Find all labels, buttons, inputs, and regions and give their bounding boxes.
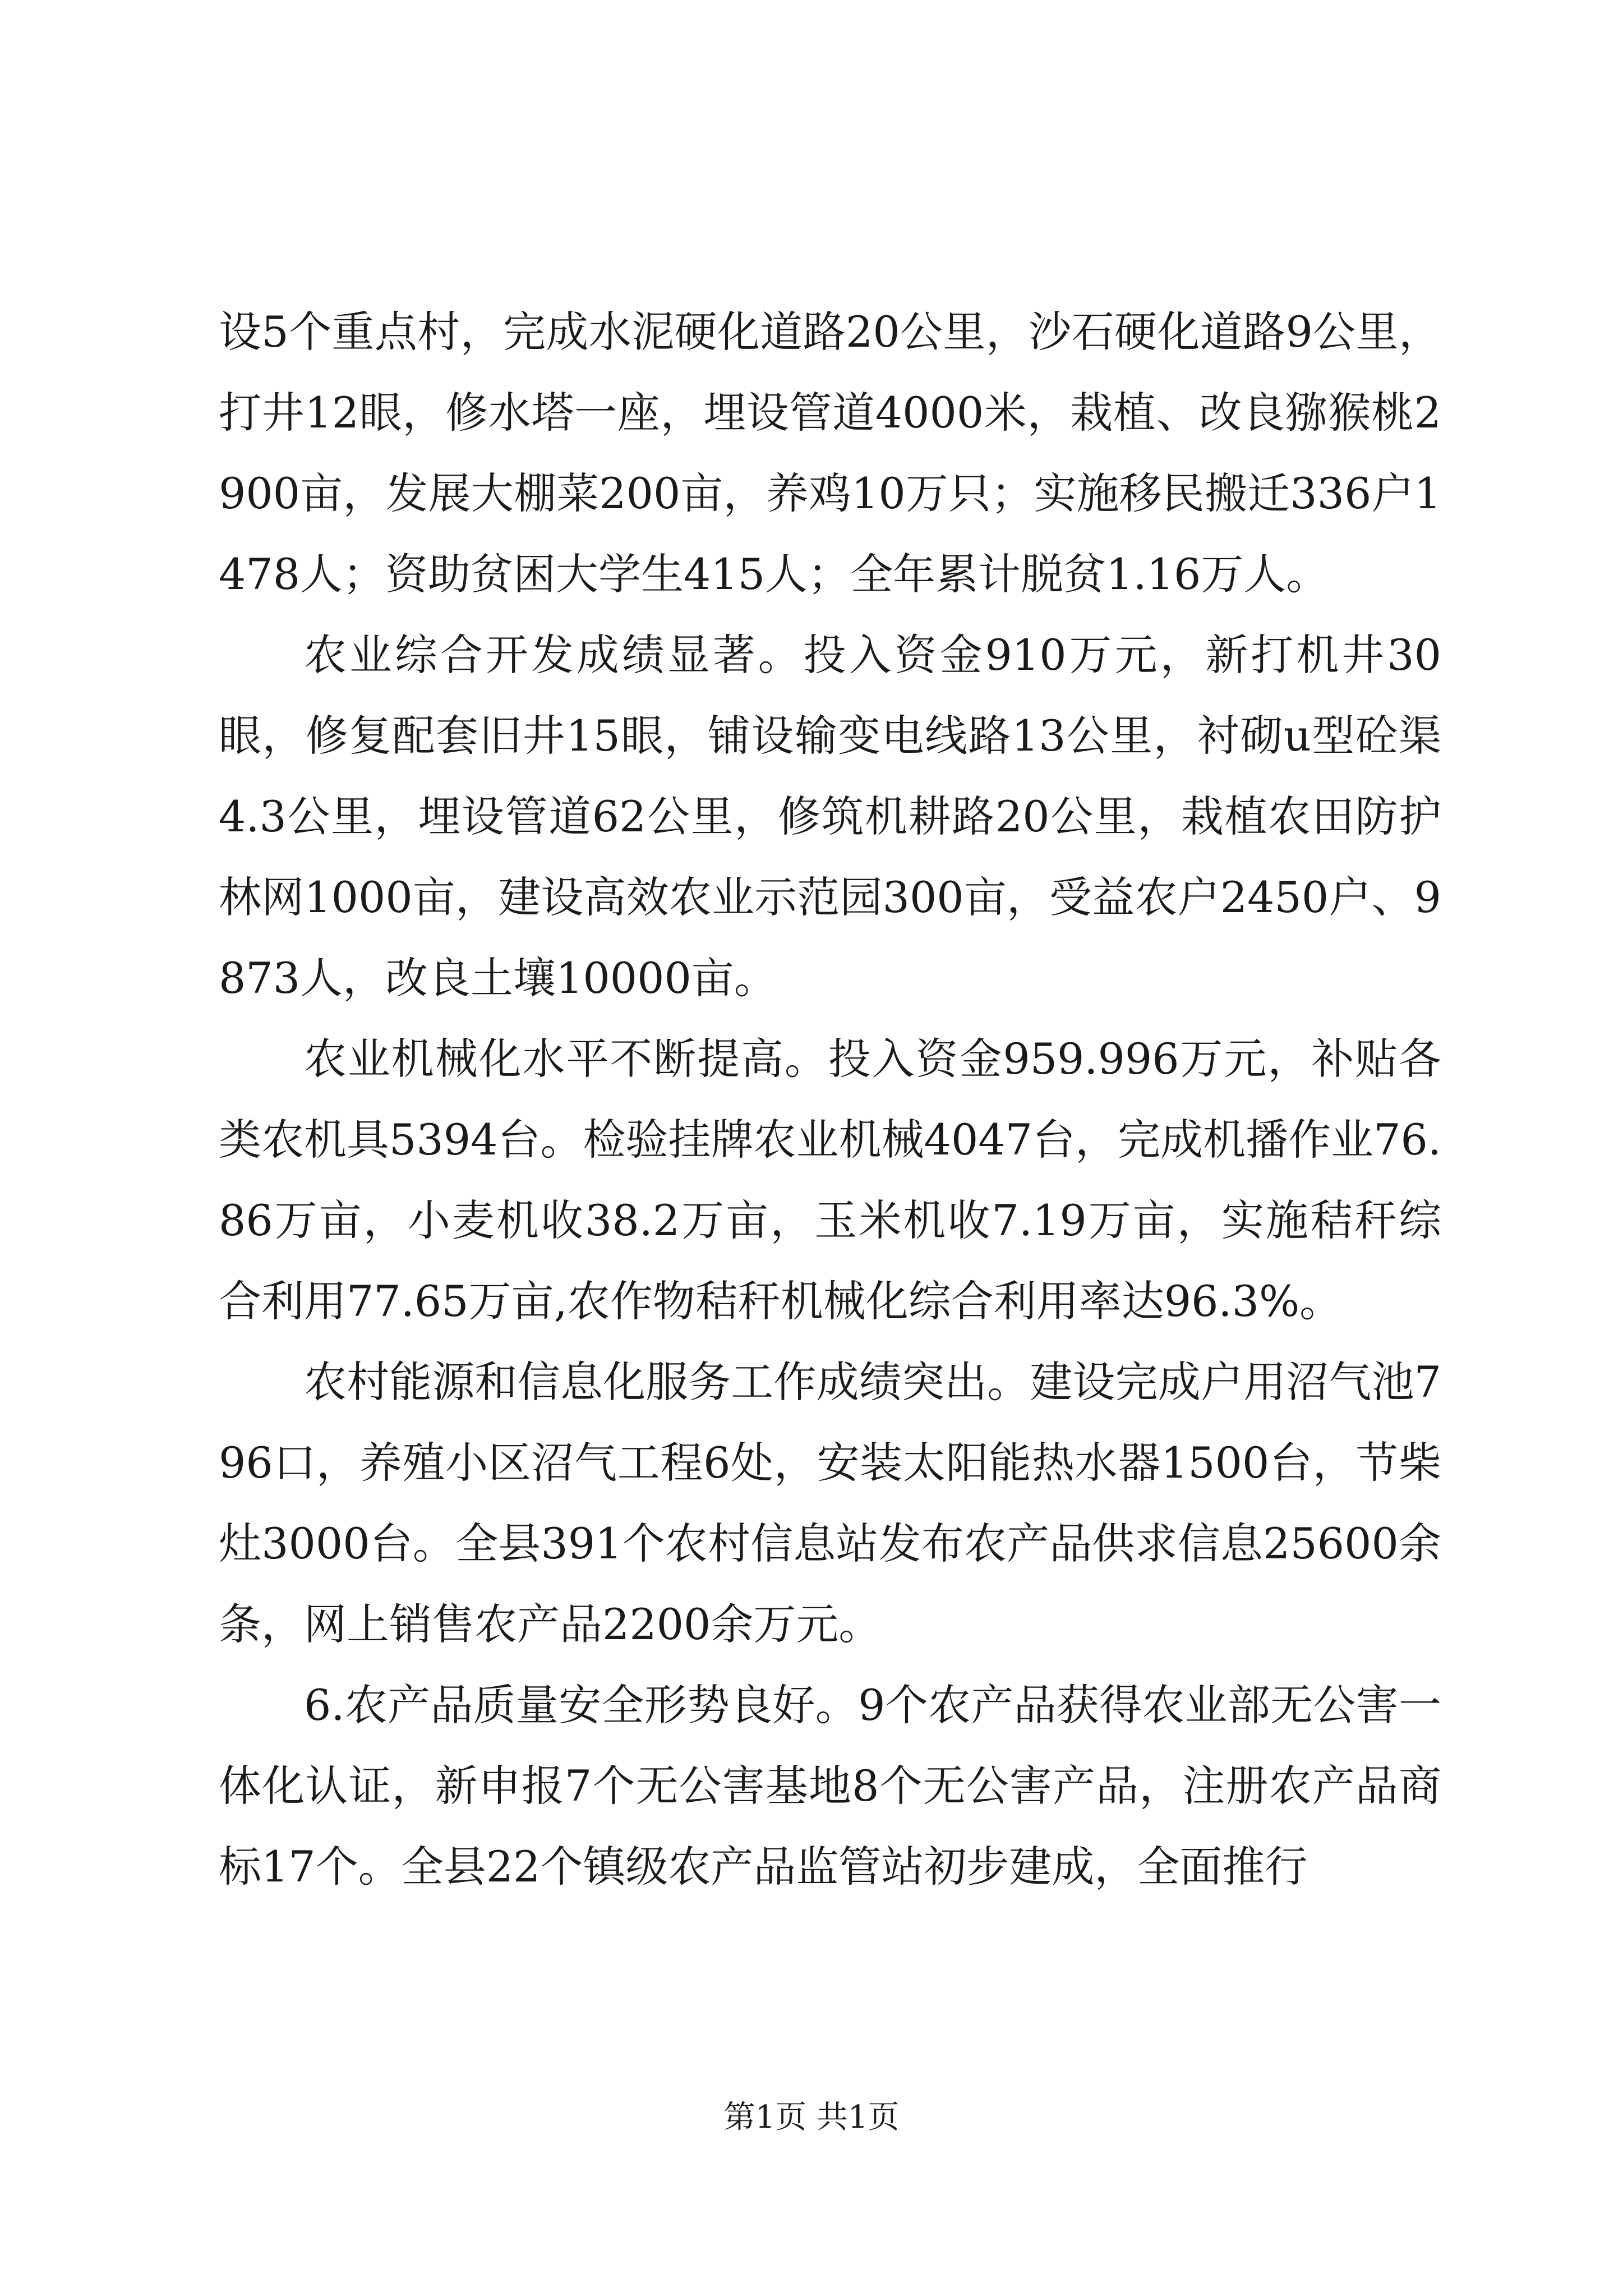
paragraph-agricultural-development: 农业综合开发成绩显著。投入资金910万元，新打机井30眼，修复配套旧井15眼，铺设输变电线路13公里，衬砌u型砼渠4.3公里，埋设管道62公里，修筑机耕路20公里，栽植农田防护林网1000亩，建设高效农业示范园300亩，受益农户2450户、9873人，改良土壤10000亩。 <box>219 630 1441 1003</box>
paragraph-continued: 设5个重点村，完成水泥硬化道路20公里，沙石硬化道路9公里，打井12眼，修水塔一座，埋设管道4000米，栽植、改良猕猴桃2900亩，发展大棚菜200亩，养鸡10万只；实施移民搬迁336户1478人；资助贫困大学生415人；全年累计脱贫1.16万人。 <box>219 307 1441 599</box>
page-footer: 第1页 共1页 <box>723 2099 900 2136</box>
paragraph-mechanization: 农业机械化水平不断提高。投入资金959.996万元，补贴各类农机具5394台。检验挂牌农业机械4047台，完成机播作业76.86万亩，小麦机收38.2万亩，玉米机收7.19万亩，实施秸秆综合利用77.65万亩,农作物秸秆机械化综合利用率达96.3%。 <box>219 1034 1441 1326</box>
paragraph-energy-information: 农村能源和信息化服务工作成绩突出。建设完成户用沼气池796口，养殖小区沼气工程6处，安装太阳能热水器1500台，节柴灶3000台。全县391个农村信息站发布农产品供求信息25600余条，网上销售农产品2200余万元。 <box>219 1357 1441 1649</box>
paragraph-product-quality: 6.农产品质量安全形势良好。9个农产品获得农业部无公害一体化认证，新申报7个无公害基地8个无公害产品，注册农产品商标17个。全县22个镇级农产品监管站初步建成，全面推行 <box>219 1680 1441 1892</box>
document-body <box>219 292 1441 1907</box>
